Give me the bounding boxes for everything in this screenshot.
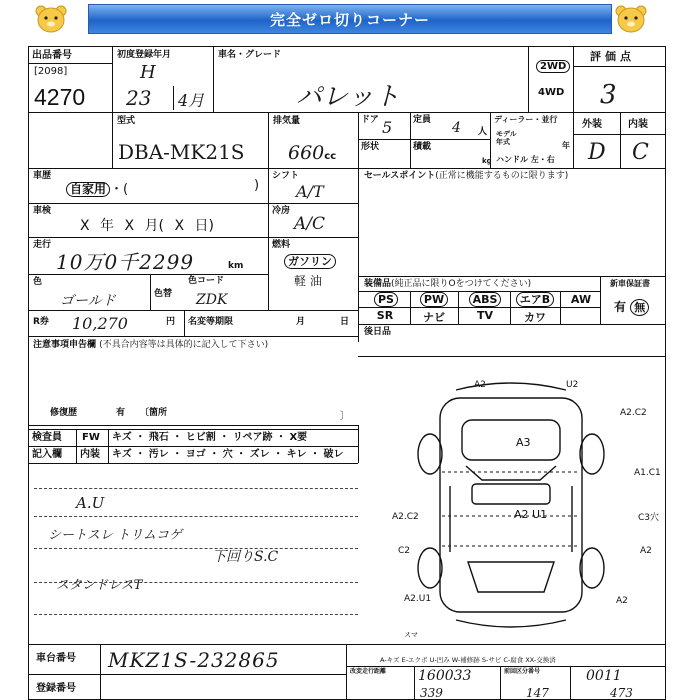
sales-point-label: セールスポイント(正常に機能するものに限ります) [364,171,569,181]
registry-c: 473 [610,686,633,700]
car-name-value: パレット [296,82,400,112]
damage-mark-7: C3穴 [638,513,660,523]
name-change-label: 名変等期限 [188,317,234,327]
header-title: 完全ゼロ切りコーナー [269,11,430,29]
capacity-label: 定員 [413,115,432,125]
damage-mark-1: A2 [474,380,486,390]
header-banner [88,4,612,34]
lot-sub: [2098] [34,66,68,77]
handle-label: ハンドル 左・右 [496,155,555,164]
inspection-value: X 年 X 月( X 日) [80,218,214,234]
registration-era: H [140,62,156,83]
damage-mark-3: A2.C2 [620,408,647,418]
load-label: 積載 [413,142,432,152]
year-unit: 年 [562,141,570,150]
registration-year: 23 [126,86,152,110]
repair-value: 有 [116,408,126,418]
color-code-label: 色コード [188,276,225,286]
rating-label: 評価点 [590,50,635,63]
damage-mark-5: A1.C1 [634,468,661,478]
registration-label: 初度登録年月 [117,50,172,60]
damage-mark-4: A3 [516,436,531,449]
chassis-label: 車台番号 [36,653,76,664]
chassis-value: MKZ1S-232865 [108,648,280,672]
usage: 自家用 ・( [66,178,128,197]
inspector-interior: 内装 [80,449,100,460]
rear-items-label: 後日品 [364,327,392,337]
damage-mark-12: A2 [616,596,628,606]
fuel-gasoline: ガソリン [284,250,336,269]
interior-label: 内装 [628,119,648,130]
mileage-label: 走行 [33,240,52,250]
drive-4wd: 4WD [538,87,565,98]
lot-number: 4270 [34,84,86,110]
notes-title: 注意事項申告欄 (不具合内容等は具体的に記入して下さい) [33,340,269,350]
registry-label: 登録番号 [36,683,76,694]
note-4: スタンドレスT [56,578,143,593]
warranty-options: 有 無 [614,298,649,316]
mileage-unit: km [228,261,244,271]
bear-mascot-right-icon [612,4,650,34]
equip-navi: ナビ [423,311,445,324]
exterior-label: 外装 [582,119,602,130]
note-2: シートスレ トリムコゲ [48,528,183,543]
equip-abs: ABS [462,292,508,307]
repair-label: 修復歴 [50,408,78,418]
damage-legend: A-キズ E-エクボ U-凹み W-補修跡 S-サビ C-腐食 XX-交換済 [380,656,556,664]
equip-tv: TV [476,309,494,322]
capacity-value: 4 [452,120,461,136]
usage-label: 車歴 [33,171,52,181]
color-code-value: ZDK [196,292,228,308]
capacity-unit: 人 [478,127,488,137]
inspection-label: 車検 [33,206,52,216]
equip-aw: AW [570,293,592,306]
damage-mark-6: A2 U1 [514,508,548,521]
damage-mark-10: A2 [640,546,652,556]
load-unit: kg [482,157,492,165]
note-3: 下回りS.C [212,549,279,565]
model-label: 型式 [117,116,136,126]
prev-value: 0011 [586,668,622,684]
equip-pw: PW [414,292,454,307]
registry-b: 147 [526,686,549,700]
interior-grade: C [632,140,649,165]
odometer-label: 改変走行距離 [350,668,387,675]
entry-label: 記入欄 [32,449,62,460]
recycle-unit: 円 [166,317,176,327]
exterior-grade: D [588,140,606,165]
damage-mark-9: C2 [398,546,411,556]
inspector-row1-items: キズ ・ 飛石 ・ ヒビ割 ・ リペア跡 ・ X要 [112,432,308,443]
equip-airbag: エアB [512,292,558,307]
registry-a: 339 [420,686,443,700]
prev-label: 前回区分番号 [504,668,541,675]
shift-label: シフト [272,171,300,181]
recycle-label: R券 [33,317,49,327]
registration-month: 4月 [178,91,205,110]
shape-label: 形状 [361,142,380,152]
fuel-label: 燃料 [272,240,291,250]
shift-value: A/T [296,182,324,201]
damage-mark-8: A2.C2 [392,512,419,522]
rating-score: 3 [600,80,617,110]
model-value: DBA-MK21S [118,140,245,164]
equipment-label: 装備品(純正品に限りOをつけてください) [364,279,532,289]
inspector-fw: FW [82,432,100,443]
ac-value: A/C [294,214,326,234]
displacement-label: 排気量 [273,116,301,126]
inspector-row2-items: キズ ・ 汚レ ・ ヨゴ ・ 穴 ・ ズレ ・ キレ ・ 破レ [112,449,344,460]
damage-mark-11: A2.U1 [404,594,432,604]
equip-leather: カワ [524,311,546,324]
name-change-day: 日 [340,317,350,327]
inspector-label: 検査員 [32,432,62,443]
doors-label: ドア [361,115,379,125]
drive-2wd: 2WD [536,60,570,73]
model-year-label: モデル年式 [496,130,517,146]
fuel-diesel: 軽 油 [294,274,322,288]
equip-ps: PS [366,292,406,307]
color-label: 色 [33,277,43,287]
damage-mark-small: スマ [404,631,418,639]
odometer-value: 160033 [418,668,472,684]
lot-label: 出品番号 [32,50,72,61]
doors-value: 5 [382,118,393,137]
damage-mark-2: U2 [566,380,579,390]
car-name-label: 車名・グレード [218,50,282,60]
displacement: 660cc [288,142,337,164]
repair-place: 〔箇所 [140,408,168,418]
equip-sr: SR [376,309,394,322]
recycle-value: 10,270 [72,314,128,333]
ac-label: 冷房 [272,206,291,216]
warranty-label: 新車保証書 [610,279,650,288]
color-value: ゴールド [60,293,116,309]
mileage-value: 10万0千2299 [56,250,195,274]
bear-mascot-left-icon [32,4,70,34]
note-1: A.U [76,494,105,512]
dealer-label: ディーラー・並行 [494,115,558,124]
color-change-label: 色替 [154,289,173,299]
name-change-month: 月 [296,317,306,327]
